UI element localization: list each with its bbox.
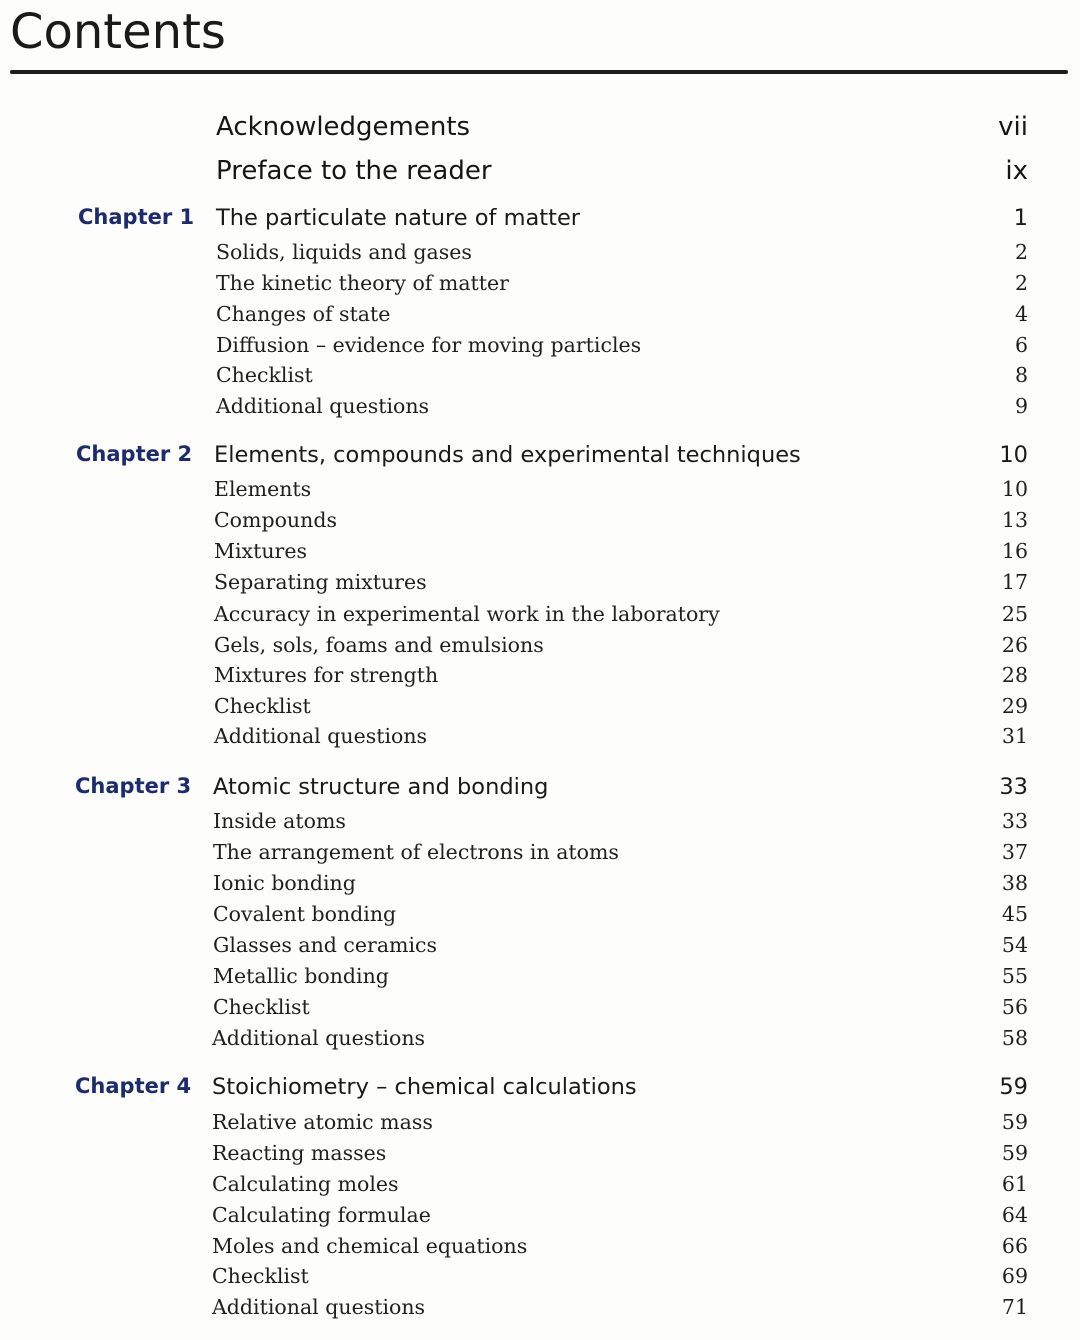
chapter-label: Chapter 1 xyxy=(78,205,195,229)
entry-page: 58 xyxy=(1001,1026,1028,1050)
entry-page: 16 xyxy=(1001,539,1028,563)
entry-page: 71 xyxy=(1001,1295,1028,1319)
entry-title: Moles and chemical equations xyxy=(212,1234,528,1258)
entry-title: Separating mixtures xyxy=(214,570,427,594)
entry-page: 29 xyxy=(1001,694,1028,718)
entry-title: Mixtures for strength xyxy=(214,663,439,687)
chapter-title: The particulate nature of matter xyxy=(216,205,581,231)
title-rule xyxy=(10,70,1068,74)
entry-title: Accuracy in experimental work in the laboratory xyxy=(214,602,720,626)
entry-page: 9 xyxy=(1014,394,1028,418)
entry-page: 56 xyxy=(1001,995,1028,1019)
entry-title: Changes of state xyxy=(216,302,391,326)
entry-page: 31 xyxy=(1001,724,1028,748)
entry-title: Glasses and ceramics xyxy=(213,933,438,957)
entry-page: 33 xyxy=(1001,809,1028,833)
chapter-page: 33 xyxy=(999,774,1028,800)
entry-title: Gels, sols, foams and emulsions xyxy=(214,633,544,657)
entry-page: 28 xyxy=(1001,663,1028,687)
entry-page: 55 xyxy=(1001,964,1028,988)
entry-title: Compounds xyxy=(214,508,337,532)
entry-title: Metallic bonding xyxy=(213,964,389,988)
entry-page: ix xyxy=(1005,156,1028,186)
entry-title: The arrangement of electrons in atoms xyxy=(213,840,619,864)
entry-page: 38 xyxy=(1001,871,1028,895)
chapter-label: Chapter 3 xyxy=(75,774,192,798)
entry-title: Checklist xyxy=(212,1264,309,1288)
entry-title: Checklist xyxy=(214,694,311,718)
entry-page: 17 xyxy=(1001,570,1028,594)
entry-page: 10 xyxy=(1001,477,1028,501)
entry-page: 59 xyxy=(1001,1110,1028,1134)
entry-title: Reacting masses xyxy=(212,1141,387,1165)
entry-page: 2 xyxy=(1014,240,1028,264)
chapter-page: 59 xyxy=(999,1074,1028,1100)
entry-title: Inside atoms xyxy=(213,809,346,833)
chapter-label: Chapter 2 xyxy=(76,442,193,466)
entry-page: 13 xyxy=(1001,508,1028,532)
entry-page: vii xyxy=(998,112,1028,142)
chapter-page: 10 xyxy=(999,442,1028,468)
entry-title: Additional questions xyxy=(216,394,430,418)
entry-title: Calculating moles xyxy=(212,1172,399,1196)
entry-page: 45 xyxy=(1001,902,1028,926)
entry-title: Mixtures xyxy=(214,539,308,563)
entry-page: 6 xyxy=(1014,333,1028,357)
entry-title: Covalent bonding xyxy=(213,902,397,926)
entry-title: Diffusion – evidence for moving particles xyxy=(216,333,642,357)
entry-title: Checklist xyxy=(216,363,313,387)
entry-page: 2 xyxy=(1014,271,1028,295)
entry-page: 66 xyxy=(1001,1234,1028,1258)
entry-page: 4 xyxy=(1014,302,1028,326)
entry-title: Preface to the reader xyxy=(216,156,492,186)
chapter-title: Elements, compounds and experimental techniques xyxy=(214,442,801,468)
chapter-page: 1 xyxy=(1013,205,1028,231)
entry-page: 64 xyxy=(1001,1203,1028,1227)
entry-page: 8 xyxy=(1014,363,1028,387)
entry-title: Calculating formulae xyxy=(212,1203,431,1227)
chapter-title: Atomic structure and bonding xyxy=(213,774,549,800)
entry-page: 61 xyxy=(1001,1172,1028,1196)
entry-page: 25 xyxy=(1001,602,1028,626)
entry-title: Acknowledgements xyxy=(216,112,471,142)
entry-page: 37 xyxy=(1001,840,1028,864)
chapter-title: Stoichiometry – chemical calculations xyxy=(212,1074,637,1100)
entry-title: The kinetic theory of matter xyxy=(216,271,509,295)
entry-title: Relative atomic mass xyxy=(212,1110,433,1134)
entry-title: Additional questions xyxy=(214,724,428,748)
entry-title: Ionic bonding xyxy=(213,871,356,895)
entry-page: 59 xyxy=(1001,1141,1028,1165)
entry-title: Additional questions xyxy=(212,1295,426,1319)
chapter-label: Chapter 4 xyxy=(75,1074,192,1098)
entry-title: Checklist xyxy=(213,995,310,1019)
page-title: Contents xyxy=(10,4,226,60)
entry-title: Additional questions xyxy=(212,1026,426,1050)
entry-title: Elements xyxy=(214,477,312,501)
entry-page: 69 xyxy=(1001,1264,1028,1288)
entry-page: 26 xyxy=(1001,633,1028,657)
entry-page: 54 xyxy=(1001,933,1028,957)
entry-title: Solids, liquids and gases xyxy=(216,240,472,264)
